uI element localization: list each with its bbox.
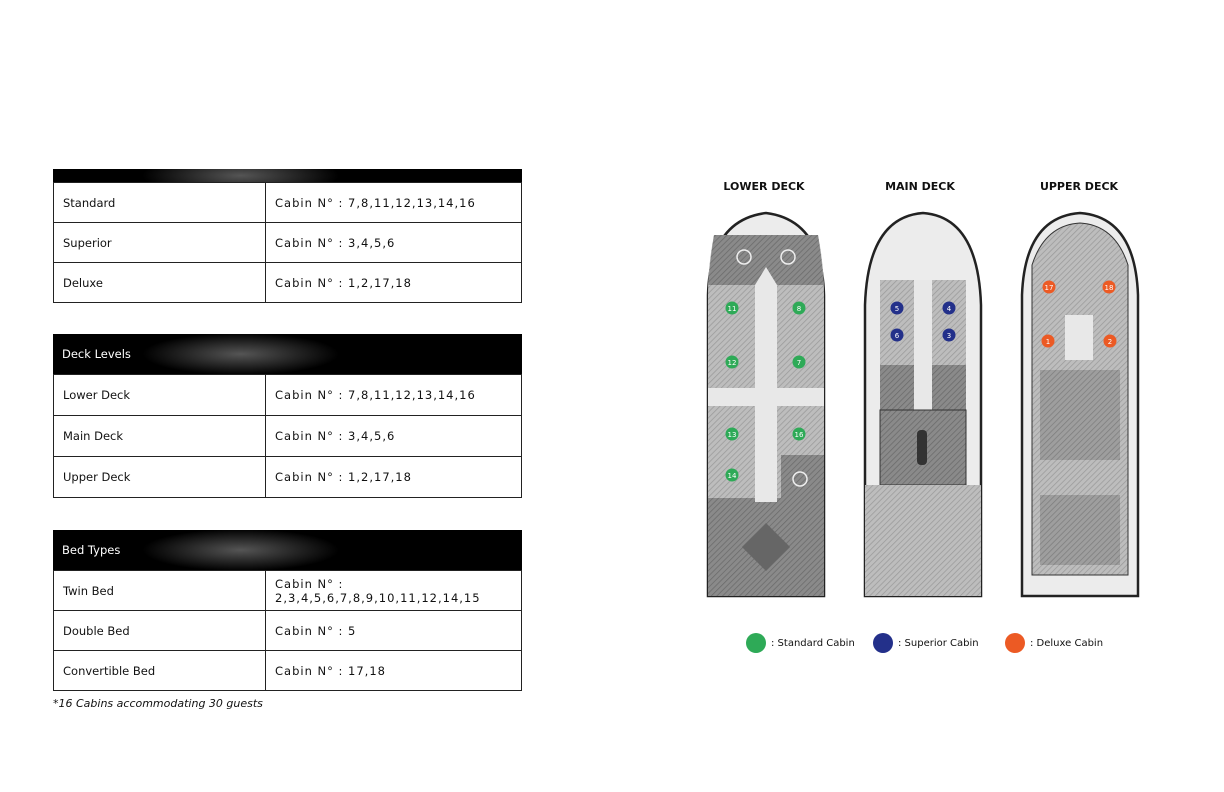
row-value: Cabin N° : 7,8,11,12,13,14,16 [266,183,522,223]
bed-types-header: Bed Types [53,530,522,570]
cabin-number: 17 [1044,284,1054,292]
cabin-number: 11 [727,305,737,313]
row-label: Superior [54,223,266,263]
bed-types-table [53,570,522,691]
cabin-number: 8 [796,305,802,313]
row-label: Double Bed [54,611,266,651]
row-label: Twin Bed [54,571,266,611]
superior-dot-icon [873,633,893,653]
standard-dot-icon [746,633,766,653]
table-row [54,611,522,651]
row-label: Upper Deck [54,457,266,498]
cabin-number: 18 [1104,284,1114,292]
row-value: Cabin N° : 2,3,4,5,6,7,8,9,10,11,12,14,15 [266,571,522,611]
row-value: Cabin N° : 7,8,11,12,13,14,16 [266,375,522,416]
row-label: Lower Deck [54,375,266,416]
cabin-number: 4 [946,305,952,313]
lower-deck-title: LOWER DECK [723,180,805,193]
row-value: Cabin N° : 1,2,17,18 [266,457,522,498]
table-row [54,416,522,457]
row-label: Convertible Bed [54,651,266,691]
footnote: *16 Cabins accommodating 30 guests [53,697,263,710]
row-value: Cabin N° : 5 [266,611,522,651]
table-row [54,571,522,611]
legend-label: : Standard Cabin [771,637,855,649]
row-label: Main Deck [54,416,266,457]
table-row [54,457,522,498]
cabin-number: 14 [727,472,737,480]
table-row [54,651,522,691]
deck-levels-table [53,374,522,498]
cabin-categories-table [53,182,522,303]
deck-plans [700,205,1150,605]
row-label: Deluxe [54,263,266,303]
row-value: Cabin N° : 3,4,5,6 [266,223,522,263]
upper-deck-title: UPPER DECK [1039,180,1119,193]
row-label: Standard [54,183,266,223]
row-value: Cabin N° : 17,18 [266,651,522,691]
cabin-number: 12 [727,359,737,367]
table-row [54,263,522,303]
table-row [54,375,522,416]
cabin-number: 3 [946,332,952,340]
deck-levels-header: Deck Levels [53,334,522,374]
main-deck-plan [865,213,981,596]
row-value: Cabin N° : 3,4,5,6 [266,416,522,457]
table-row [54,223,522,263]
cabin-number: 1 [1045,338,1051,346]
legend-label: : Deluxe Cabin [1030,637,1104,649]
cabin-number: 7 [796,359,802,367]
legend-standard [746,633,855,653]
cabin-number: 5 [894,305,900,313]
lower-deck-plan [708,213,824,596]
cabin-categories-header [53,169,522,182]
row-value: Cabin N° : 1,2,17,18 [266,263,522,303]
deluxe-dot-icon [1005,633,1025,653]
cabin-number: 13 [727,431,737,439]
main-deck-title: MAIN DECK [885,180,955,193]
legend-label: : Superior Cabin [898,637,979,649]
legend-superior [873,633,979,653]
legend-deluxe [1005,633,1103,653]
upper-deck-plan [1022,213,1138,596]
cabin-number: 6 [894,332,900,340]
cabin-number: 2 [1107,338,1113,346]
table-row [54,183,522,223]
cabin-number: 16 [794,431,804,439]
